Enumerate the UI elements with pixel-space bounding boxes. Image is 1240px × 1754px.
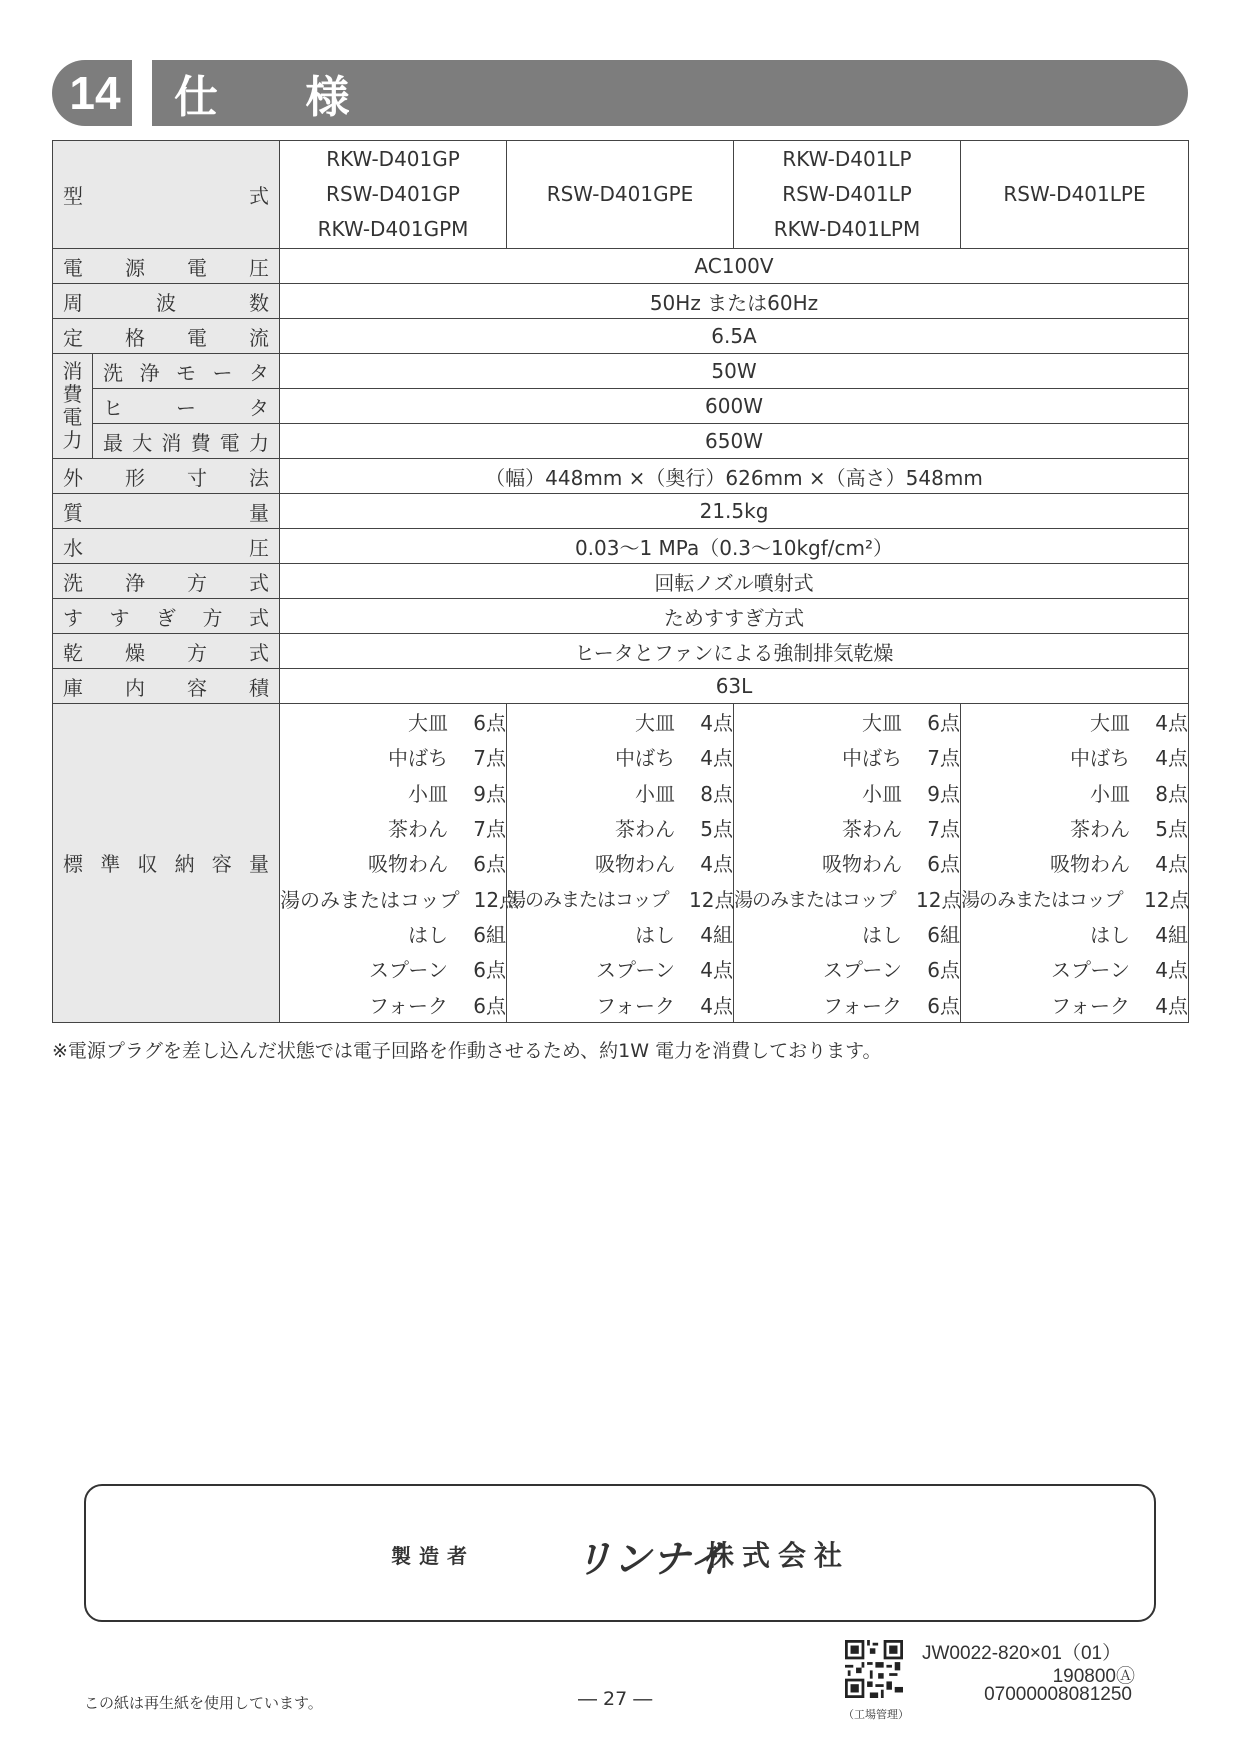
capacity-item	[280, 986, 506, 1021]
barcode-number: 07000008081250	[984, 1684, 1132, 1705]
model-name: RKW-D401LP	[782, 147, 912, 171]
capacity-item	[507, 704, 733, 739]
document-code: JW0022-820×01（01）	[922, 1643, 1122, 1664]
capacity-item	[280, 810, 506, 845]
capacity-item	[961, 880, 1188, 915]
dish-name: はし	[1090, 922, 1130, 947]
label-text: 型 式	[63, 184, 269, 208]
capacity-item	[734, 739, 960, 774]
capacity-item	[734, 704, 960, 739]
dish-count: 7点	[473, 817, 506, 842]
page-number: ― 27 ―	[578, 1688, 653, 1710]
capacity-item	[961, 775, 1188, 810]
dish-count: 5点	[700, 817, 733, 842]
dish-count: 8点	[1155, 781, 1188, 806]
dish-count: 7点	[927, 817, 960, 842]
capacity-item	[961, 739, 1188, 774]
dish-count: 9点	[927, 781, 960, 806]
dish-count: 6点	[927, 958, 960, 983]
spec-label	[53, 669, 280, 704]
capacity-item	[280, 775, 506, 810]
spec-row	[53, 669, 1189, 704]
capacity-item	[507, 775, 733, 810]
dish-count: 4点	[700, 711, 733, 736]
spec-row	[53, 529, 1189, 564]
model-name: RKW-D401GPM	[317, 217, 469, 241]
capacity-item	[280, 916, 506, 951]
capacity-label	[53, 704, 280, 1023]
power-label	[93, 389, 280, 424]
label-text: 周 波 数	[63, 290, 269, 315]
dish-name: 小皿	[1090, 781, 1130, 806]
model-cell	[961, 141, 1189, 249]
spec-table	[52, 140, 1189, 1023]
spec-label	[53, 284, 280, 319]
dish-name: 大皿	[862, 711, 902, 736]
dish-count: 12点	[1144, 887, 1190, 912]
label-text: 標 準 収 納 容 量	[63, 852, 269, 877]
label-text: 外 形 寸 法	[63, 465, 269, 490]
capacity-item	[280, 951, 506, 986]
capacity-item	[734, 986, 960, 1021]
model-name: RSW-D401LP	[782, 182, 912, 206]
capacity-item	[507, 880, 733, 915]
dish-name: 茶わん	[388, 817, 448, 842]
revision-code: 190800Ⓐ	[1052, 1666, 1135, 1687]
section-title: 仕 様	[152, 60, 1188, 126]
dish-count: 4組	[700, 922, 733, 947]
maker-box	[84, 1484, 1156, 1622]
company-suffix: 株式会社	[706, 1539, 851, 1572]
dish-count: 5点	[1155, 817, 1188, 842]
capacity-item	[961, 986, 1188, 1021]
dish-count: 6組	[473, 922, 506, 947]
capacity-item	[961, 951, 1188, 986]
dish-name: 吸物わん	[595, 852, 675, 877]
dish-count: 6点	[927, 711, 960, 736]
capacity-item	[734, 880, 960, 915]
dish-count: 4点	[700, 958, 733, 983]
capacity-cell	[280, 704, 520, 1023]
power-row	[53, 424, 1189, 459]
power-note: ※電源プラグを差し込んだ状態では電子回路を作動させるため、約1W 電力を消費しております。	[52, 1040, 882, 1062]
spec-label	[53, 564, 280, 599]
dish-name: 吸物わん	[1050, 852, 1130, 877]
dish-count: 4点	[1155, 958, 1188, 983]
power-value: 650W	[280, 424, 1189, 459]
dish-count: 12点	[473, 887, 520, 912]
dish-name: スプーン	[823, 958, 902, 983]
label-text: 質 量	[63, 500, 269, 525]
capacity-item	[280, 704, 506, 739]
spec-value: AC100V	[280, 249, 1189, 284]
qr-code-icon	[845, 1640, 903, 1698]
dish-name: 茶わん	[1070, 817, 1130, 842]
dish-count: 4点	[1155, 711, 1188, 736]
dish-name: 中ばち	[1070, 746, 1130, 771]
capacity-item	[734, 951, 960, 986]
spec-label	[53, 529, 280, 564]
label-text: 洗 浄 方 式	[63, 570, 269, 595]
capacity-item	[507, 986, 733, 1021]
capacity-item	[961, 845, 1188, 880]
dish-name: 茶わん	[842, 817, 902, 842]
capacity-item	[507, 739, 733, 774]
spec-value: 回転ノズル噴射式	[280, 564, 1189, 599]
capacity-item	[961, 916, 1188, 951]
dish-name: 大皿	[635, 711, 675, 736]
label-text: 定 格 電 流	[63, 325, 269, 350]
capacity-cell	[734, 704, 961, 1023]
dish-count: 12点	[916, 887, 962, 912]
dish-count: 7点	[473, 746, 506, 771]
spec-row	[53, 494, 1189, 529]
dish-name: はし	[862, 922, 902, 947]
spec-row	[53, 284, 1189, 319]
dish-name: スプーン	[369, 958, 448, 983]
dish-count: 4点	[700, 993, 733, 1018]
dish-count: 8点	[700, 781, 733, 806]
capacity-cell	[507, 704, 734, 1023]
dish-count: 4点	[1155, 852, 1188, 877]
capacity-item	[507, 845, 733, 880]
recycled-paper-note: この紙は再生紙を使用しています。	[84, 1694, 323, 1712]
capacity-item	[734, 810, 960, 845]
dish-name: 小皿	[635, 781, 675, 806]
spec-row	[53, 564, 1189, 599]
dish-name: スプーン	[1051, 958, 1130, 983]
spec-value: 21.5kg	[280, 494, 1189, 529]
spec-value: ヒータとファンによる強制排気乾燥	[280, 634, 1189, 669]
dish-name: 中ばち	[388, 746, 448, 771]
dish-name: 茶わん	[615, 817, 675, 842]
dish-name: 湯のみまたはコップ	[280, 887, 460, 912]
spec-label	[53, 494, 280, 529]
qr-caption: （工場管理）	[843, 1708, 909, 1721]
capacity-item	[280, 845, 506, 880]
model-name: RSW-D401GP	[326, 182, 460, 206]
dish-count: 6組	[927, 922, 960, 947]
spec-row	[53, 599, 1189, 634]
dish-name: フォーク	[1051, 993, 1130, 1018]
capacity-item	[961, 810, 1188, 845]
rinnai-logo: リンナイ	[574, 1537, 728, 1581]
spec-label	[53, 599, 280, 634]
spec-value: 50Hz または60Hz	[280, 284, 1189, 319]
model-name: RKW-D401LPM	[773, 217, 921, 241]
capacity-item	[507, 810, 733, 845]
power-value: 600W	[280, 389, 1189, 424]
dish-name: 湯のみまたはコップ	[734, 888, 896, 911]
label-text: 洗 浄 モ ー タ	[103, 360, 269, 385]
dish-name: 吸物わん	[822, 852, 902, 877]
model-cell	[507, 141, 734, 249]
dish-name: はし	[635, 922, 675, 947]
spec-label	[53, 319, 280, 354]
dish-name: 大皿	[408, 711, 448, 736]
label-text: 水 圧	[63, 535, 269, 560]
capacity-item	[280, 880, 520, 915]
spec-row	[53, 634, 1189, 669]
label-text: 最 大 消 費 電 力	[103, 430, 269, 455]
label-text: ヒ ー タ	[103, 395, 269, 420]
capacity-item	[734, 916, 960, 951]
dish-name: 中ばち	[842, 746, 902, 771]
spec-value: 0.03～1 MPa（0.3～10kgf/cm²）	[280, 529, 1189, 564]
dish-count: 4点	[700, 852, 733, 877]
power-value: 50W	[280, 354, 1189, 389]
dish-count: 4点	[1155, 746, 1188, 771]
dish-count: 7点	[927, 746, 960, 771]
power-label	[93, 354, 280, 389]
dish-count: 6点	[473, 993, 506, 1018]
label-text: 乾 燥 方 式	[63, 640, 269, 665]
dish-name: 大皿	[1090, 711, 1130, 736]
dish-name: スプーン	[596, 958, 675, 983]
model-name: RSW-D401LPE	[1003, 182, 1146, 206]
label-text: す す ぎ 方 式	[63, 605, 269, 630]
dish-count: 4組	[1155, 922, 1188, 947]
capacity-item	[507, 916, 733, 951]
model-cell	[280, 141, 507, 249]
capacity-cell	[961, 704, 1189, 1023]
dish-count: 4点	[1155, 993, 1188, 1018]
spec-row	[53, 319, 1189, 354]
dish-count: 4点	[700, 746, 733, 771]
label-text: 庫 内 容 積	[63, 675, 269, 700]
dish-name: 小皿	[862, 781, 902, 806]
power-group-label: 消 費 電 力	[53, 354, 93, 459]
dish-count: 12点	[689, 887, 735, 912]
spec-label	[53, 249, 280, 284]
dish-count: 6点	[927, 993, 960, 1018]
dish-count: 6点	[473, 958, 506, 983]
capacity-item	[280, 739, 506, 774]
dish-count: 6点	[473, 711, 506, 736]
dish-name: はし	[408, 922, 448, 947]
dish-name: 中ばち	[615, 746, 675, 771]
spec-label	[53, 634, 280, 669]
dish-name: 小皿	[408, 781, 448, 806]
power-row	[53, 354, 1189, 389]
spec-row	[53, 249, 1189, 284]
model-name: RSW-D401GPE	[546, 182, 694, 206]
dish-name: 湯のみまたはコップ	[507, 888, 669, 911]
model-label-cell	[53, 141, 280, 249]
dish-count: 6点	[927, 852, 960, 877]
model-row	[53, 141, 1189, 249]
dish-name: フォーク	[369, 993, 448, 1018]
capacity-item	[507, 951, 733, 986]
capacity-item	[734, 775, 960, 810]
power-row	[53, 389, 1189, 424]
model-name: RKW-D401GP	[326, 147, 460, 171]
spec-value: 6.5A	[280, 319, 1189, 354]
maker-label: 製造者	[391, 1544, 475, 1568]
dish-name: フォーク	[823, 993, 902, 1018]
dish-name: フォーク	[596, 993, 675, 1018]
capacity-item	[961, 704, 1188, 739]
dish-count: 6点	[473, 852, 506, 877]
spec-row	[53, 459, 1189, 494]
spec-value: ためすすぎ方式	[280, 599, 1189, 634]
spec-value: （幅）448mm ×（奥行）626mm ×（高さ）548mm	[280, 459, 1189, 494]
dish-name: 湯のみまたはコップ	[961, 888, 1123, 911]
dish-count: 9点	[473, 781, 506, 806]
spec-value: 63L	[280, 669, 1189, 704]
dish-name: 吸物わん	[368, 852, 448, 877]
label-text: 電 源 電 圧	[63, 255, 269, 280]
power-label	[93, 424, 280, 459]
capacity-item	[734, 845, 960, 880]
model-cell	[734, 141, 961, 249]
spec-label	[53, 459, 280, 494]
capacity-row	[53, 704, 1189, 1023]
section-number: 14	[52, 60, 132, 126]
